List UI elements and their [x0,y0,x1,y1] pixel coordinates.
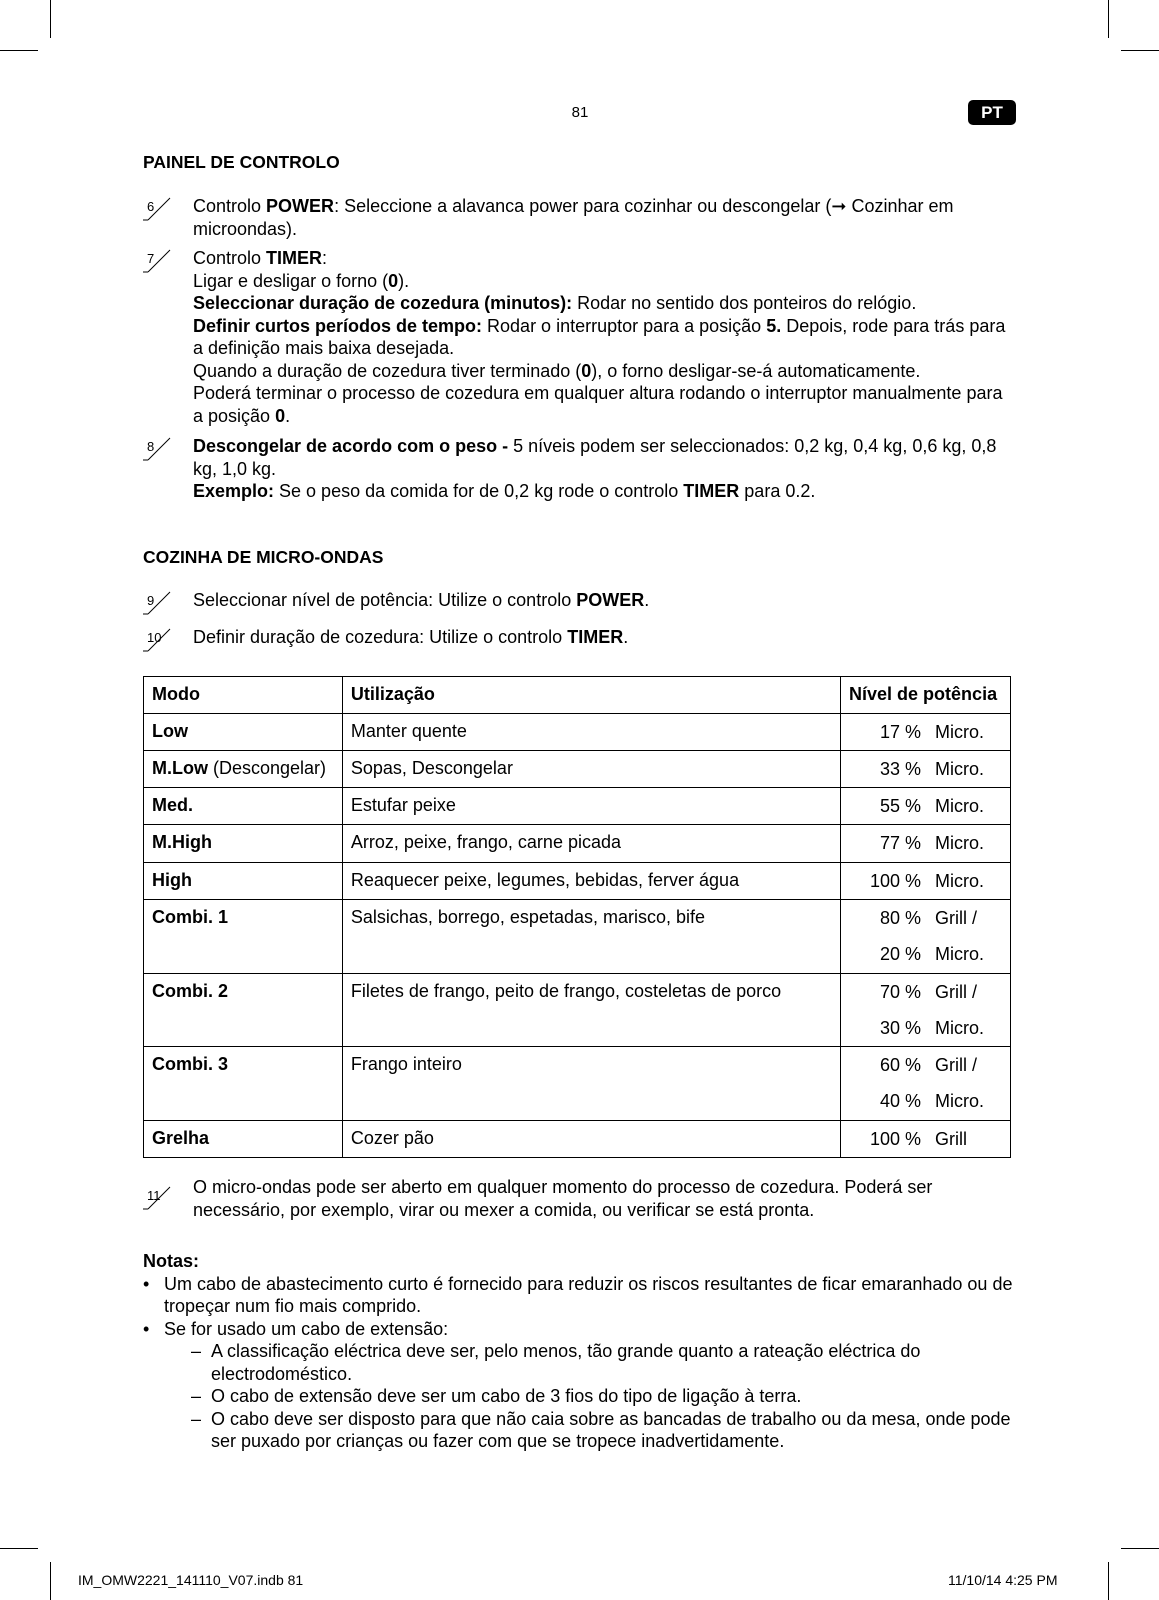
list-item: • Se for usado um cabo de extensão: [143,1318,449,1339]
crop-mark [0,50,38,51]
crop-mark [50,0,51,38]
power-level-line: 60 % Grill / [880,1055,978,1076]
step-11-text: O micro-ondas pode ser aberto em qualquer momento do processo de cozedura. Poderá ser necessário, por exemplo, virar ou mexer a comida, ou verificar se está pronta. [193,1177,933,1220]
table-row [144,862,1011,899]
table-header-row [144,677,1011,714]
footer-date: 11/10/14 4:25 PM [948,1572,1058,1588]
section-title-painel: PAINEL DE CONTROLO [143,152,340,172]
cell-mode: High [144,862,343,899]
step-10-text: Definir duração de cozedura: Utilize o controlo TIMER. [193,627,629,647]
power-level-line: 80 % Grill / [880,907,978,928]
cell-use: Filetes de frango, peito de frango, costeletas de porco [342,973,840,1047]
cell-use: Salsichas, borrego, espetadas, marisco, bife [342,899,840,973]
cell-use: Frango inteiro [342,1047,840,1121]
table-header: Nível de potência [841,677,1011,714]
power-level-line: 77 % Micro. [880,833,985,854]
step-9-text: Seleccionar nível de potência: Utilize o controlo POWER. [193,590,650,610]
cell-power-level [841,713,1011,750]
table-row [144,1047,1011,1121]
cell-mode: M.Low (Descongelar) [144,750,343,787]
crop-mark [1121,50,1159,51]
notes-title: Notas: [143,1251,200,1271]
list-item: – O cabo de extensão deve ser um cabo de 3 fios do tipo de ligação à terra. [191,1386,802,1406]
list-item: – A classificação eléctrica deve ser, pelo menos, tão grande quanto a rateação eléctrica do electrodoméstico. [191,1341,921,1384]
cell-mode: Med. [144,788,343,825]
step-7-text: Controlo TIMER: Ligar e desligar o forno (0). Seleccionar duração de cozedura (minutos): Rodar no sentido dos ponteiros do relógio. Definir curtos períodos de tempo: Rodar o interruptor para a posição 5. Depois, rode para trás para a definição mais baixa desejada. Quando a duração de cozedura tiver terminado (0), o forno desligar-se-á automaticamente. Poderá terminar o processo de cozedura em qualquer altura rodando o interruptor manualmente para a posição 0. [193,248,1006,426]
table-row [144,825,1011,862]
power-level-line: 33 % Micro. [880,758,985,779]
table-row [144,973,1011,1047]
cell-power-level [841,1047,1011,1121]
cell-mode: Combi. 2 [144,973,343,1047]
step-number-7: 7 [143,248,173,270]
step-8-text: Descongelar de acordo com o peso - 5 níveis podem ser seleccionados: 0,2 kg, 0,4 kg, 0,6 kg, 0,8 kg, 1,0 kg. Exemplo: Se o peso da comida for de 0,2 kg rode o controlo TIMER para 0.2. [193,436,997,501]
section-title-cozinha: COZINHA DE MICRO-ONDAS [143,547,384,567]
power-level-table [143,676,1011,1158]
table-row [144,1120,1011,1157]
power-level-line: 20 % Micro. [880,944,985,965]
cell-mode: M.High [144,825,343,862]
cell-power-level [841,788,1011,825]
cell-mode: Grelha [144,1120,343,1157]
cell-power-level [841,750,1011,787]
crop-mark [1108,0,1109,38]
cell-use: Cozer pão [342,1120,840,1157]
table-row [144,750,1011,787]
cell-mode: Low [144,713,343,750]
cell-use: Manter quente [342,713,840,750]
cell-power-level [841,973,1011,1047]
cell-mode: Combi. 1 [144,899,343,973]
cell-use: Estufar peixe [342,788,840,825]
footer-file: IM_OMW2221_141110_V07.indb 81 [78,1572,304,1588]
notes [143,1250,1013,1453]
power-level-line: 55 % Micro. [880,796,985,817]
power-level-line: 17 % Micro. [880,721,985,742]
power-level-line: 40 % Micro. [880,1091,985,1112]
table-row [144,788,1011,825]
cell-use: Sopas, Descongelar [342,750,840,787]
table-header: Utilização [342,677,840,714]
table-header: Modo [144,677,343,714]
step-number-11: 11 [143,1185,173,1207]
list-item: • Um cabo de abastecimento curto é fornecido para reduzir os riscos resultantes de ficar emaranhado ou de tropeçar num fio mais comprido. [143,1273,1013,1316]
cell-power-level [841,899,1011,973]
cell-mode: Combi. 3 [144,1047,343,1121]
step-number-8: 8 [143,436,173,458]
language-badge: PT [968,100,1016,125]
table-row [144,899,1011,973]
step-number-10: 10 [143,627,173,649]
list-item: – O cabo deve ser disposto para que não caia sobre as bancadas de trabalho ou da mesa, onde pode ser puxado por crianças ou fazer com que se tropece inadvertidamente. [191,1408,1011,1451]
cell-use: Arroz, peixe, frango, carne picada [342,825,840,862]
cell-power-level [841,1120,1011,1157]
crop-mark [1121,1548,1159,1549]
table-row [144,713,1011,750]
crop-mark [50,1562,51,1600]
power-level-line: 100 % Micro. [869,870,985,891]
crop-mark [1108,1562,1109,1600]
cell-use: Reaquecer peixe, legumes, bebidas, ferver água [342,862,840,899]
cell-power-level [841,825,1011,862]
arrow-icon: ➞ [831,196,847,216]
power-level-line: 70 % Grill / [880,981,978,1002]
step-number-6: 6 [143,196,173,218]
crop-mark [0,1548,38,1549]
power-level-line: 100 % Grill [869,1128,968,1149]
step-number-9: 9 [143,590,173,612]
power-level-line: 30 % Micro. [880,1017,985,1038]
cell-power-level [841,862,1011,899]
page-number: 81 [571,104,589,121]
step-6-text: Controlo POWER: Seleccione a alavanca power para cozinhar ou descongelar (➞ Cozinhar em microondas). [193,196,954,239]
